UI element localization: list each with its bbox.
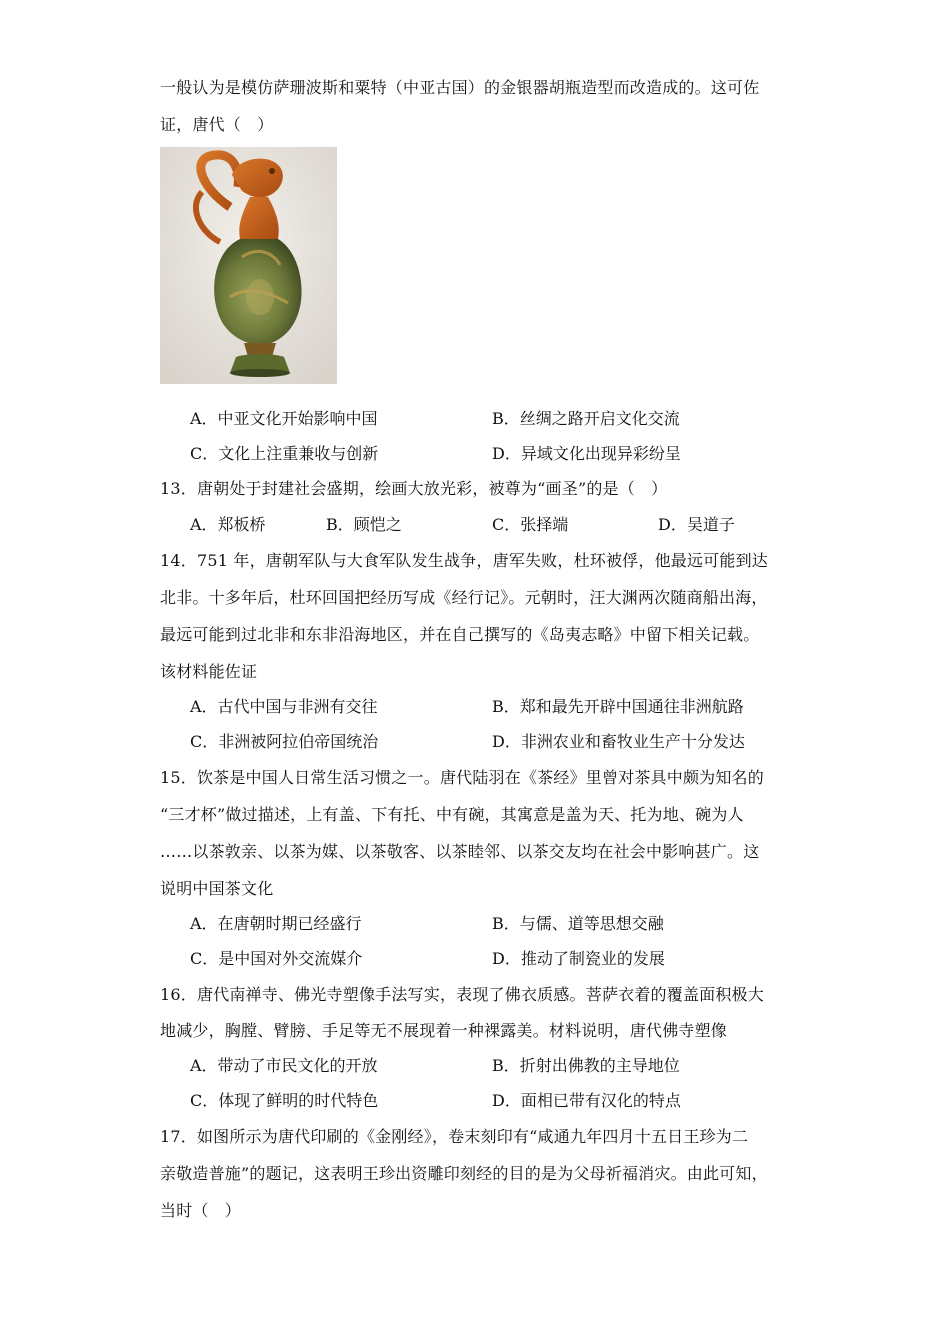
q13-option-a[interactable]: A．郑板桥	[190, 515, 266, 534]
q14-stem-line-2: 北非。十多年后，杜环回国把经历写成《经行记》。元朝时，汪大渊两次随商船出海，	[160, 588, 768, 607]
q14-stem-line-3: 最远可能到过北非和东非沿海地区，并在自己撰写的《岛夷志略》中留下相关记载。	[160, 625, 760, 644]
q15-stem-line-2: “三才杯”做过描述，上有盖、下有托、中有碗，其寓意是盖为天、托为地、碗为人	[160, 805, 744, 824]
q14-stem-line-1: 14．751 年，唐朝军队与大食军队发生战争，唐军失败，杜环被俘，他最远可能到达	[160, 551, 768, 570]
q15-option-c[interactable]: C．是中国对外交流媒介	[190, 949, 363, 968]
q16-option-a[interactable]: A．带动了市民文化的开放	[190, 1056, 378, 1075]
q16-stem-line-1: 16．唐代南禅寺、佛光寺塑像手法写实，表现了佛衣质感。菩萨衣着的覆盖面积极大	[160, 985, 764, 1004]
q13-option-b[interactable]: B．顾恺之	[326, 515, 402, 534]
q13-stem: 13．唐朝处于封建社会盛期，绘画大放光彩，被尊为“画圣”的是（ ）	[160, 479, 668, 498]
q15-stem-line-1: 15．饮茶是中国人日常生活习惯之一。唐代陆羽在《茶经》里曾对茶具中颇为知名的	[160, 768, 764, 787]
q14-stem-line-4: 该材料能佐证	[160, 662, 258, 681]
q12-option-c[interactable]: C．文化上注重兼收与创新	[190, 444, 379, 463]
q12-stem-line-2: 证，唐代（ ）	[160, 115, 274, 134]
q17-stem-line-1: 17．如图所示为唐代印刷的《金刚经》，卷末刻印有“咸通九年四月十五日王珍为二	[160, 1127, 749, 1146]
q16-option-c[interactable]: C．体现了鲜明的时代特色	[190, 1091, 379, 1110]
q12-option-b[interactable]: B．丝绸之路开启文化交流	[492, 409, 680, 428]
q17-stem-line-2: 亲敬造普施”的题记，这表明王珍出资雕印刻经的目的是为父母祈福消灾。由此可知，	[160, 1164, 768, 1183]
q13-option-c[interactable]: C．张择端	[492, 515, 569, 534]
q16-stem-line-2: 地减少，胸膛、臂膀、手足等无不展现着一种裸露美。材料说明，唐代佛寺塑像	[160, 1021, 728, 1040]
q14-option-a[interactable]: A．古代中国与非洲有交往	[190, 697, 378, 716]
q12-option-a[interactable]: A．中亚文化开始影响中国	[190, 409, 378, 428]
q14-option-b[interactable]: B．郑和最先开辟中国通往非洲航路	[492, 697, 744, 716]
q15-option-a[interactable]: A．在唐朝时期已经盛行	[190, 914, 362, 933]
q14-option-d[interactable]: D．非洲农业和畜牧业生产十分发达	[492, 732, 745, 751]
q14-option-c[interactable]: C．非洲被阿拉伯帝国统治	[190, 732, 379, 751]
q12-option-d[interactable]: D．异域文化出现异彩纷呈	[492, 444, 681, 463]
q16-option-d[interactable]: D．面相已带有汉化的特点	[492, 1091, 681, 1110]
q15-option-d[interactable]: D．推动了制瓷业的发展	[492, 949, 665, 968]
q16-option-b[interactable]: B．折射出佛教的主导地位	[492, 1056, 680, 1075]
q13-option-d[interactable]: D．吴道子	[658, 515, 735, 534]
q17-stem-line-3: 当时（ ）	[160, 1201, 242, 1220]
q12-stem-line-1: 一般认为是模仿萨珊波斯和粟特（中亚古国）的金银器胡瓶造型而改造成的。这可佐	[160, 78, 760, 97]
q15-stem-line-4: 说明中国茶文化	[160, 879, 274, 898]
q15-option-b[interactable]: B．与儒、道等思想交融	[492, 914, 664, 933]
phoenix-head-ewer-image	[160, 147, 337, 384]
q15-stem-line-3: ……以茶敦亲、以茶为媒、以茶敬客、以茶睦邻、以茶交友均在社会中影响甚广。这	[160, 842, 760, 861]
